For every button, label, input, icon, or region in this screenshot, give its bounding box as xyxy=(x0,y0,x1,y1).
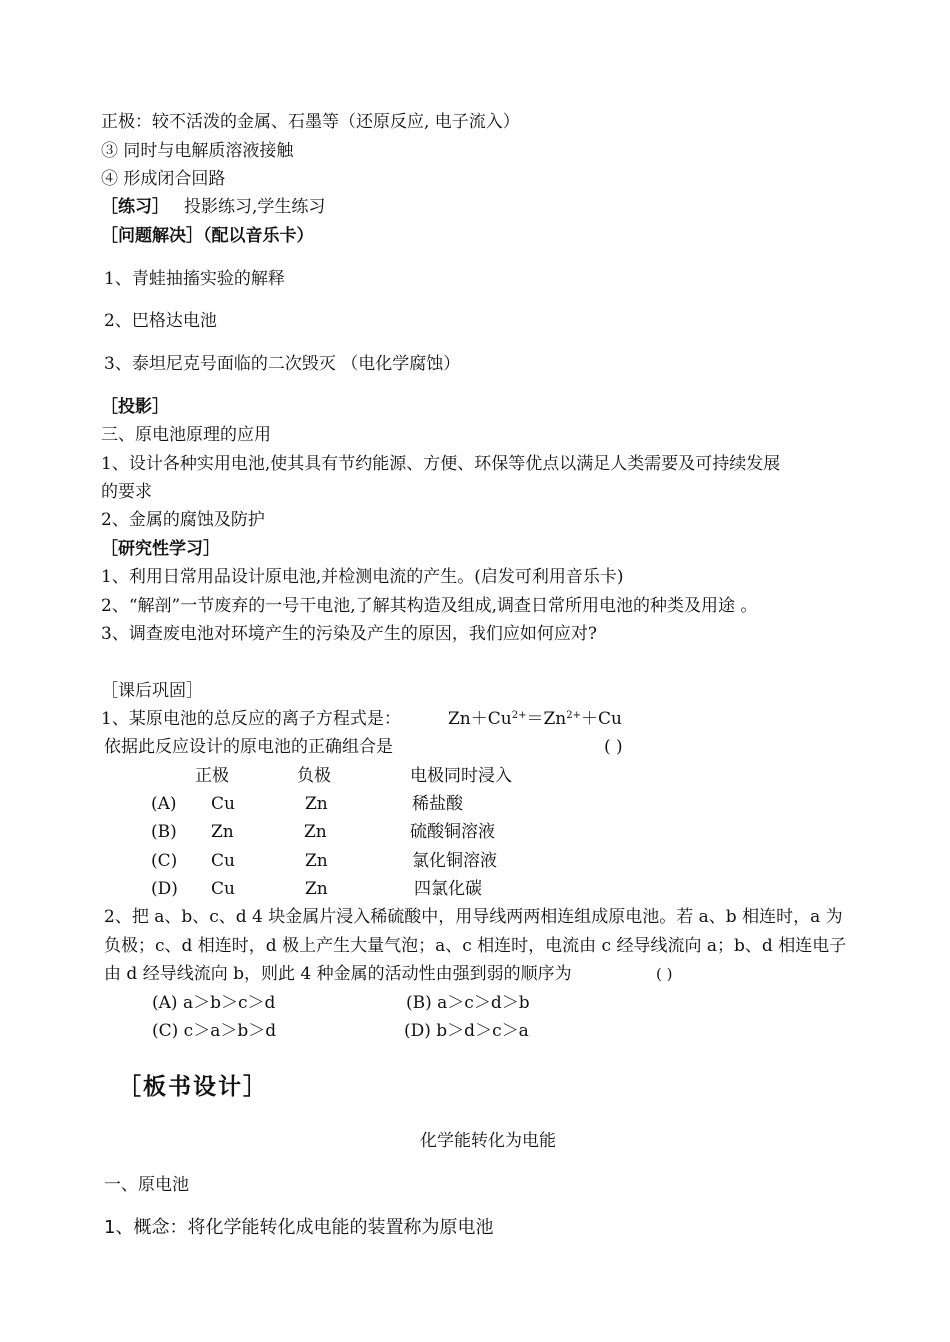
table-cell: Zn xyxy=(305,851,328,871)
text-line: ④ 形成闭合回路 xyxy=(101,169,226,189)
table-cell: 硫酸铜溶液 xyxy=(410,822,495,842)
table-cell: Zn xyxy=(304,822,327,842)
table-cell: 四氯化碳 xyxy=(414,879,482,899)
board-center-title: 化学能转化为电能 xyxy=(420,1131,556,1151)
table-header: 电极同时浸入 xyxy=(410,766,512,786)
board-section: 一、原电池 xyxy=(104,1175,189,1195)
problem-solving-heading: ［问题解决］（配以音乐卡） xyxy=(101,226,314,246)
text-line: 2、金属的腐蚀及防护 xyxy=(101,510,265,530)
table-cell: Cu xyxy=(211,879,235,899)
ionic-equation xyxy=(448,708,622,730)
table-cell: Cu xyxy=(211,794,235,814)
equation-part: ＋Cu xyxy=(580,709,622,729)
table-cell: Zn xyxy=(305,879,328,899)
table-header: 正极 xyxy=(195,766,229,786)
equation-superscript: 2+ xyxy=(566,710,581,721)
table-cell: 氯化铜溶液 xyxy=(412,851,497,871)
table-cell: Cu xyxy=(211,851,235,871)
text-line: 正极：较不活泼的金属、石墨等（还原反应, 电子流入） xyxy=(101,112,520,132)
practice-text: 投影练习,学生练习 xyxy=(184,197,326,217)
question-1-line2: 依据此反应设计的原电池的正确组合是 xyxy=(104,737,393,757)
consolidate-tag: ［课后巩固］ xyxy=(101,681,203,701)
answer-paren: ( ) xyxy=(656,965,673,983)
option-a: (A) a＞b＞c＞d xyxy=(152,993,276,1013)
board-concept: 1、概念：将化学能转化成电能的装置称为原电池 xyxy=(104,1217,494,1238)
list-item: 2、巴格达电池 xyxy=(104,311,217,331)
table-cell: Zn xyxy=(305,794,328,814)
list-item: 1、青蛙抽搐实验的解释 xyxy=(104,269,285,289)
option-c: (C) c＞a＞b＞d xyxy=(152,1021,277,1041)
equation-part: Zn＋Cu xyxy=(448,709,512,729)
text-line: 的要求 xyxy=(101,482,152,502)
section-heading: 三、原电池原理的应用 xyxy=(101,425,271,445)
research-tag: ［研究性学习］ xyxy=(101,539,220,559)
equation-superscript: 2+ xyxy=(511,710,527,721)
option-label: (D) xyxy=(151,879,178,899)
list-item: 2、“解剖”一节废弃的一号干电池,了解其构造及组成,调查日常所用电池的种类及用途 。 xyxy=(101,596,758,616)
table-header: 负极 xyxy=(297,766,331,786)
option-label: (B) xyxy=(151,822,177,842)
list-item: 1、利用日常用品设计原电池,并检测电流的产生。(启发可利用音乐卡) xyxy=(101,567,624,587)
question-2-line: 2、把 a、b、c、d 4 块金属片浸入稀硫酸中，用导线两两相连组成原电池。若 a、b 相连时，a 为 xyxy=(104,907,843,927)
board-design-heading: ［板书设计］ xyxy=(118,1074,268,1100)
option-b: (B) a＞c＞d＞b xyxy=(406,993,530,1013)
question-2-line: 由 d 经导线流向 b，则此 4 种金属的活动性由强到弱的顺序为 xyxy=(104,964,572,984)
practice-tag: ［练习］ xyxy=(101,197,169,217)
option-d: (D) b＞d＞c＞a xyxy=(404,1021,529,1041)
list-item: 3、调查废电池对环境产生的污染及产生的原因，我们应如何应对? xyxy=(101,624,597,644)
question-2-line: 负极；c、d 相连时，d 极上产生大量气泡；a、c 相连时，电流由 c 经导线流向 a；b、d 相连电子 xyxy=(104,936,847,956)
table-cell: 稀盐酸 xyxy=(412,794,463,814)
text-line: 1、设计各种实用电池,使其具有节约能源、方便、环保等优点以满足人类需要及可持续发展 xyxy=(101,454,781,474)
option-label: (A) xyxy=(151,794,177,814)
option-label: (C) xyxy=(151,851,178,871)
projection-tag: ［投影］ xyxy=(101,397,169,417)
equation-part: ＝Zn xyxy=(526,709,567,729)
question-1-prefix: 1、某原电池的总反应的离子方程式是： xyxy=(101,709,401,729)
list-item: 3、泰坦尼克号面临的二次毁灭 （电化学腐蚀） xyxy=(104,354,461,374)
answer-paren: ( ) xyxy=(604,737,623,757)
table-cell: Zn xyxy=(211,822,234,842)
text-line: ③ 同时与电解质溶液接触 xyxy=(101,141,294,161)
question-1 xyxy=(101,708,401,730)
